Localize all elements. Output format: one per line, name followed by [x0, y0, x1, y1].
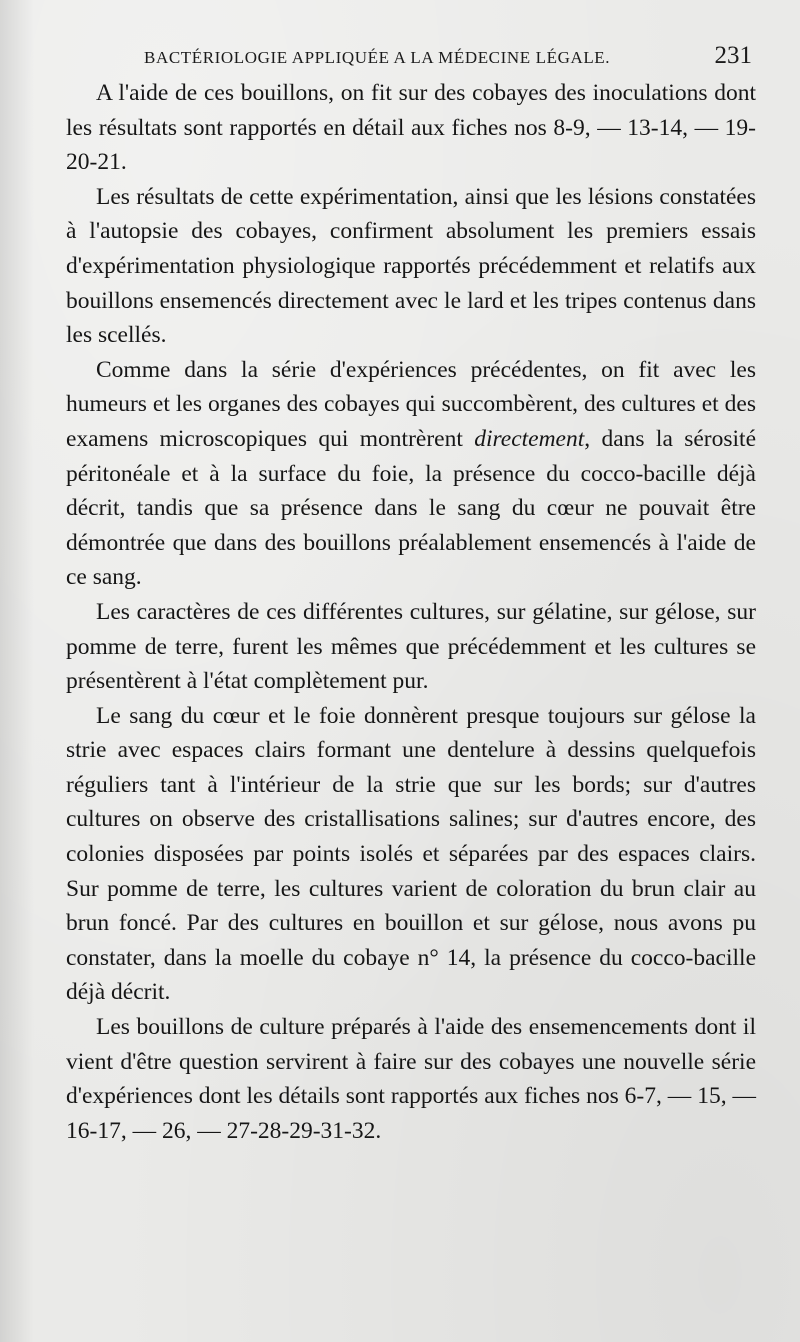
italic-word: directement — [474, 425, 585, 452]
paragraph-4: Les caractères de ces différentes cultures, sur gélatine, sur gélose, sur pomme de terre, furent les mêmes que précédemment et les cultures se présentèrent à l'état complètement pur. — [66, 598, 756, 695]
paragraph-3 — [66, 353, 756, 595]
paragraph-3-start: Comme dans la série d'expériences précédentes, on fit avec les humeurs et les organes des cobayes qui succombèrent, des cultures et des examens microscopiques qui montrèrent — [66, 356, 756, 452]
paragraph-3-end: , dans la sérosité péritonéale et à la surface du foie, la présence du cocco-bacille déjà décrit, tandis que sa présence dans le sang du cœur ne pouvait être démontrée que dans des bouillons préalablement ensemencés à l'aide de ce sang. — [66, 425, 757, 591]
page-header — [144, 40, 764, 76]
running-title: BACTÉRIOLOGIE APPLIQUÉE A LA MÉDECINE LÉGALE. — [144, 48, 611, 67]
paragraph-2: Les résultats de cette expérimentation, ainsi que les lésions constatées à l'autopsie des cobayes, confirment absolument les premiers essais d'expérimentation physiologique rapportés précédemment et relatifs aux bouillons ensemencés directement avec le lard et les tripes contenus dans les scellés. — [66, 183, 756, 349]
page-number: 231 — [714, 42, 752, 69]
body-text — [66, 76, 756, 1148]
paragraph-5: Le sang du cœur et le foie donnèrent presque toujours sur gélose la strie avec espaces clairs formant une dentelure à dessins quelquefois réguliers tant à l'intérieur de la strie que sur les bords; sur d'autres cultures on observe des cristallisations salines; sur d'autres encore, des colonies disposées par points isolés et séparées par des espaces clairs. Sur pomme de terre, les cultures varient de coloration du brun clair au brun foncé. Par des cultures en bouillon et sur gélose, nous avons pu constater, dans la moelle du cobaye n° 14, la présence du cocco-bacille déjà décrit. — [66, 702, 756, 1006]
paragraph-6: Les bouillons de culture préparés à l'aide des ensemencements dont il vient d'être question servirent à faire sur des cobayes une nouvelle série d'expériences dont les détails sont rapportés aux fiches nos 6-7, — 15, — 16-17, — 26, — 27-28-29-31-32. — [66, 1014, 756, 1144]
binding-shadow — [0, 0, 34, 1342]
paragraph-1: A l'aide de ces bouillons, on fit sur des cobayes des inoculations dont les résultats sont rapportés en détail aux fiches nos 8-9, — 13-14, — 19-20-21. — [66, 80, 756, 176]
